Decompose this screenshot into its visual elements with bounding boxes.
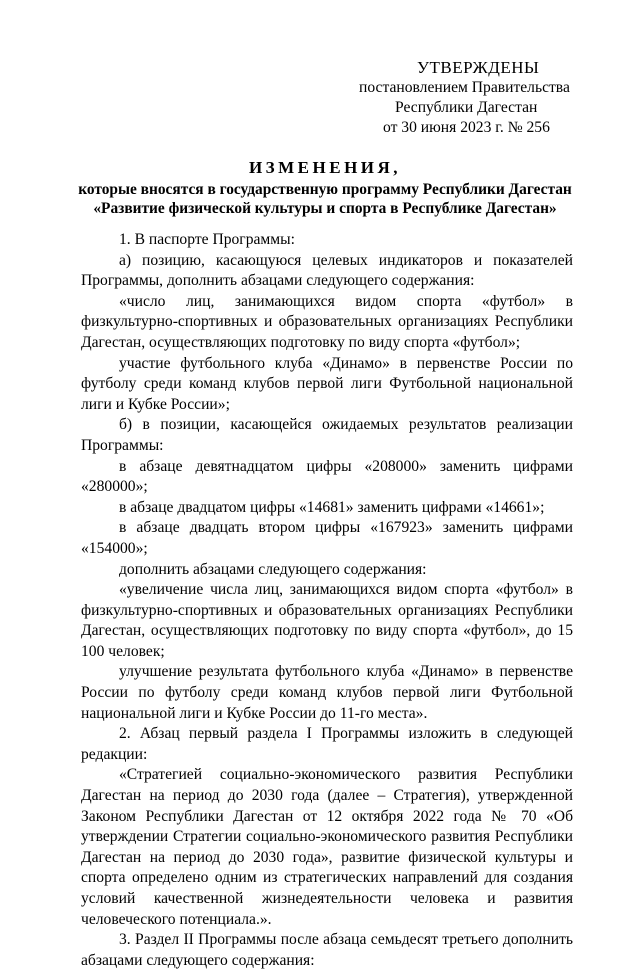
paragraph: дополнить абзацами следующего содержания:	[119, 560, 427, 578]
paragraph: в абзаце двадцать втором цифры «167923» заменить цифрами «154000»;	[81, 519, 573, 557]
paragraph: участие футбольного клуба «Динамо» в первенстве России по футболу среди команд клубов первой лиги Футбольной национальной лиги и Кубке России»;	[81, 354, 573, 413]
approval-line-3: от 30 июня 2023 г. № 256	[383, 119, 550, 136]
document-body	[81, 230, 573, 971]
approval-stamp	[355, 58, 575, 138]
paragraph: «увеличение числа лиц, занимающихся видом спорта «футбол» в физкультурно-спортивных и образовательных организациях Республики Дагестан, осуществляющих подготовку по виду спорта «футбол», до 15 100 человек;	[81, 581, 573, 660]
paragraph: улучшение результата футбольного клуба «Динамо» в первенстве России по футболу среди команд клубов первой лиги Футбольной национальной лиги и Кубке России до 11-го места».	[81, 663, 573, 722]
document-heading	[60, 158, 590, 218]
approval-line-1: постановлением Правительства	[359, 79, 570, 96]
approval-line-2: Республики Дагестан	[395, 99, 538, 116]
heading-title: ИЗМЕНЕНИЯ,	[248, 158, 402, 177]
paragraph: а) позицию, касающуюся целевых индикаторов и показателей Программы, дополнить абзацами следующего содержания:	[81, 251, 573, 290]
paragraph: 2. Абзац первый раздела I Программы изложить в следующей редакции:	[81, 725, 573, 763]
paragraph: 1. В паспорте Программы:	[119, 231, 295, 248]
paragraph: «Стратегией социально-экономического развития Республики Дагестан на период до 2030 года (далее – Стратегия), утвержденной Законом Республики Дагестан от 12 октября 2022 года № 70 «Об утверждении Стратегии социально-экономического развития Республики Дагестан на период до 2030 года», развитие физической культуры и спорта определено одним из стратегических направлений для создания условий качественной жизнедеятельности человека и развития человеческого потенциала.».	[81, 766, 573, 928]
heading-line-2: «Развитие физической культуры и спорта в Республике Дагестан»	[93, 200, 557, 217]
paragraph: «число лиц, занимающихся видом спорта «футбол» в физкультурно-спортивных и образовательных организациях Республики Дагестан, осуществляющих подготовку по виду спорта «футбол»;	[81, 292, 573, 351]
heading-line-1: которые вносятся в государственную программу Республики Дагестан	[78, 181, 572, 198]
paragraph: в абзаце девятнадцатом цифры «208000» заменить цифрами «280000»;	[81, 457, 573, 496]
paragraph: 3. Раздел II Программы после абзаца семьдесят третьего дополнить абзацами следующего содержания:	[81, 931, 573, 969]
approval-title: УТВЕРЖДЕНЫ	[417, 58, 540, 77]
paragraph: б) в позиции, касающейся ожидаемых результатов реализации Программы:	[81, 416, 573, 454]
paragraph: в абзаце двадцатом цифры «14681» заменить цифрами «14661»;	[119, 498, 545, 516]
